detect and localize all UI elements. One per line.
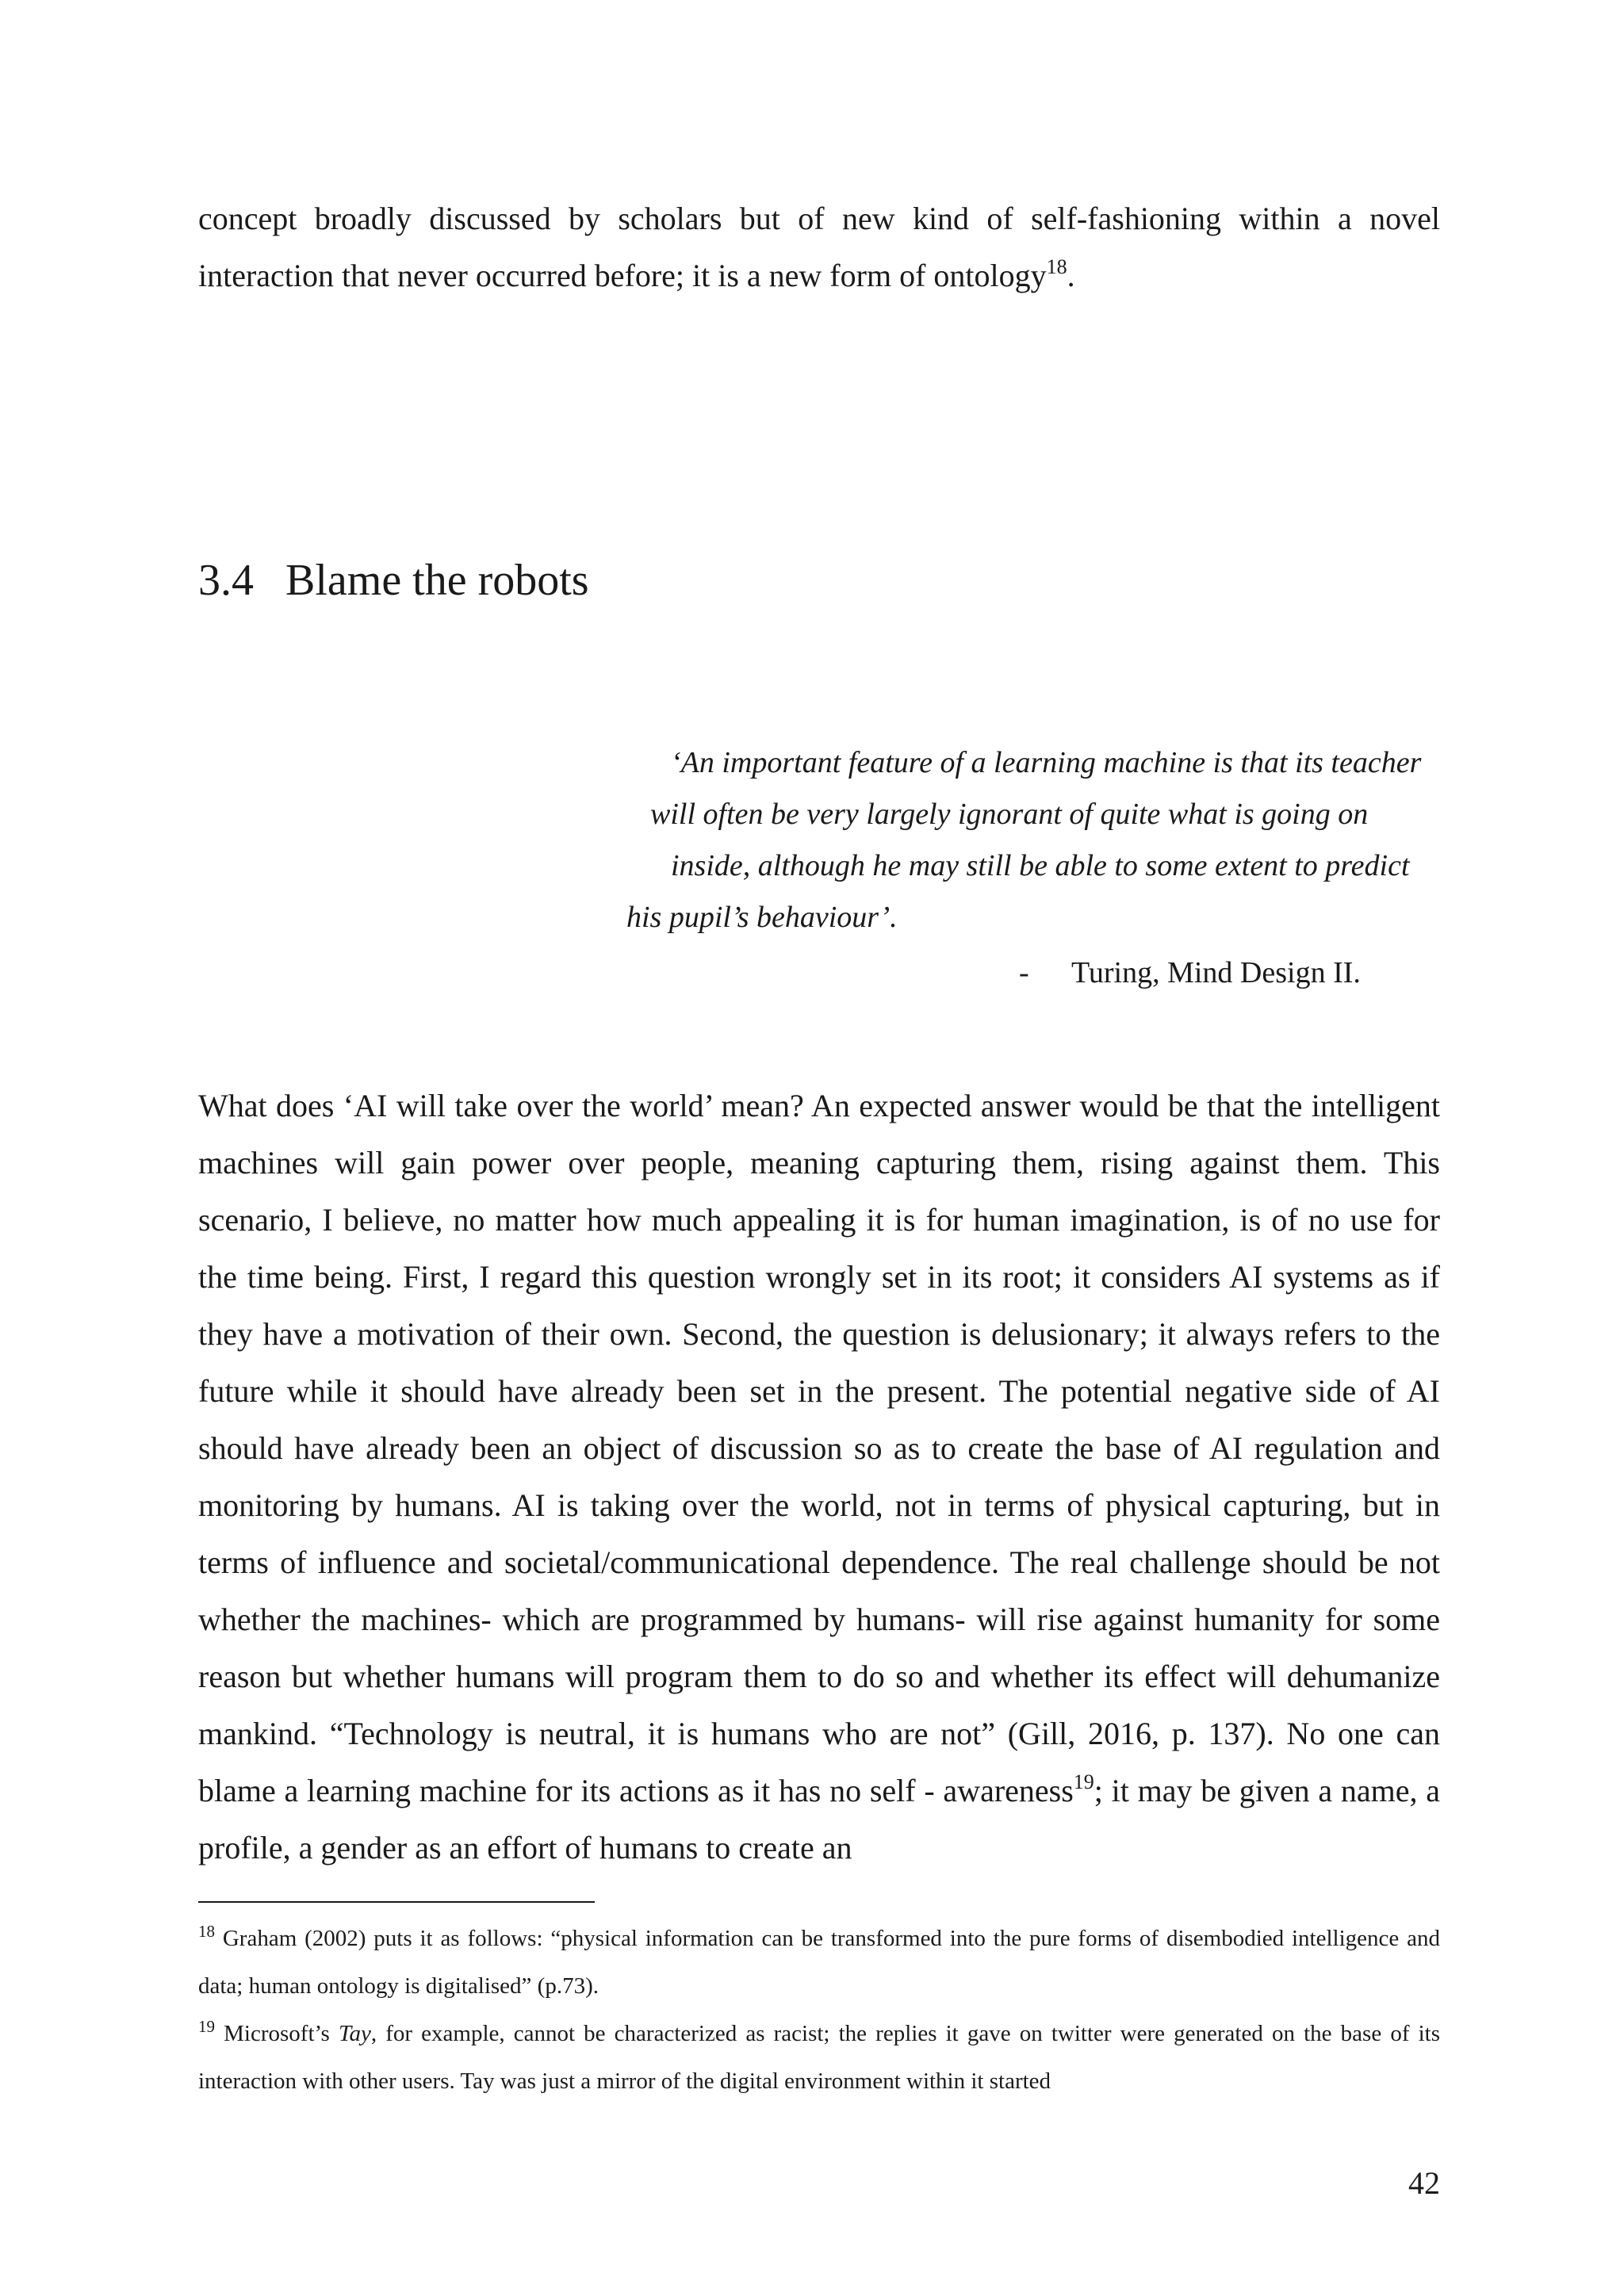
intro-text: concept broadly discussed by scholars but of new kind of self-fashioning within a novel interaction that never occurred before; it is a new form of ontology — [198, 201, 1440, 293]
epigraph-line: will often be very largely ignorant of quite what is going on — [650, 798, 1369, 831]
footnote-18 — [198, 1915, 1440, 2010]
footnote-number: 18 — [198, 1922, 215, 1942]
main-paragraph — [198, 1077, 1440, 1877]
main-tail: ; it may be given a name, a profile, a gender as an effort of humans to create an — [198, 1773, 1440, 1866]
footnote-ref-19[interactable]: 19 — [1073, 1770, 1094, 1793]
epigraph-attribution — [1019, 949, 1361, 997]
footnote-19 — [198, 2010, 1440, 2105]
main-text: What does ‘AI will take over the world’ mean? An expected answer would be that the intelligent machines will gain power over people, meaning capturing them, rising against them. This scenario, I believe, no matter how much appealing it is for human imagination, is of no use for the time being. First, I regard this question wrongly set in its root; it considers AI systems as if they have a motivation of their own. Second, the question is delusionary; it always refers to the future while it should have already been set in the present. The potential negative side of AI should have already been an object of discussion so as to create the base of AI regulation and monitoring by humans. AI is taking over the world, not in terms of physical capturing, but in terms of influence and societal/communicational dependence. The real challenge should be not whether the machines- which are programmed by humans- will rise against humanity for some reason but whether humans will program them to do so and whether its effect will dehumanize mankind. “Technology is neutral, it is humans who are not” (Gill, 2016, p. 137). No one can blame a learning machine for its actions as it has no self - awareness — [198, 1088, 1440, 1808]
footnote-emphasis: Tay — [338, 2021, 371, 2046]
section-heading — [198, 555, 589, 606]
intro-paragraph — [198, 190, 1440, 304]
footnote-number: 19 — [198, 2017, 215, 2037]
footnote-separator — [198, 1901, 595, 1903]
attribution-text: Turing, Mind Design II. — [1071, 956, 1361, 989]
epigraph-quote — [626, 737, 1443, 943]
footnote-ref-18[interactable]: 18 — [1046, 254, 1067, 278]
section-title: Blame the robots — [285, 556, 589, 605]
footnote-text-pre: Microsoft’s — [215, 2021, 339, 2046]
intro-end: . — [1067, 258, 1075, 293]
epigraph-line: his pupil’s behaviour’. — [626, 901, 898, 934]
footnote-text: , for example, cannot be characterized as racist; the replies it gave on twitter were generated on the base of its interaction with other users. Tay was just a mirror of the digital environment within it started — [198, 2021, 1441, 2094]
section-number: 3.4 — [198, 556, 254, 605]
footnotes — [198, 1915, 1440, 2105]
page-number: 42 — [1408, 2165, 1440, 2201]
attribution-dash: - — [1019, 956, 1029, 989]
footnote-text: Graham (2002) puts it as follows: “physical information can be transformed into the pure forms of disembodied intelligence and data; human ontology is digitalised” (p.73). — [198, 1926, 1440, 1999]
epigraph-line: inside, although he may still be able to some extent to predict — [671, 849, 1410, 882]
epigraph-line: ‘An important feature of a learning machine is that its teacher — [671, 746, 1422, 779]
